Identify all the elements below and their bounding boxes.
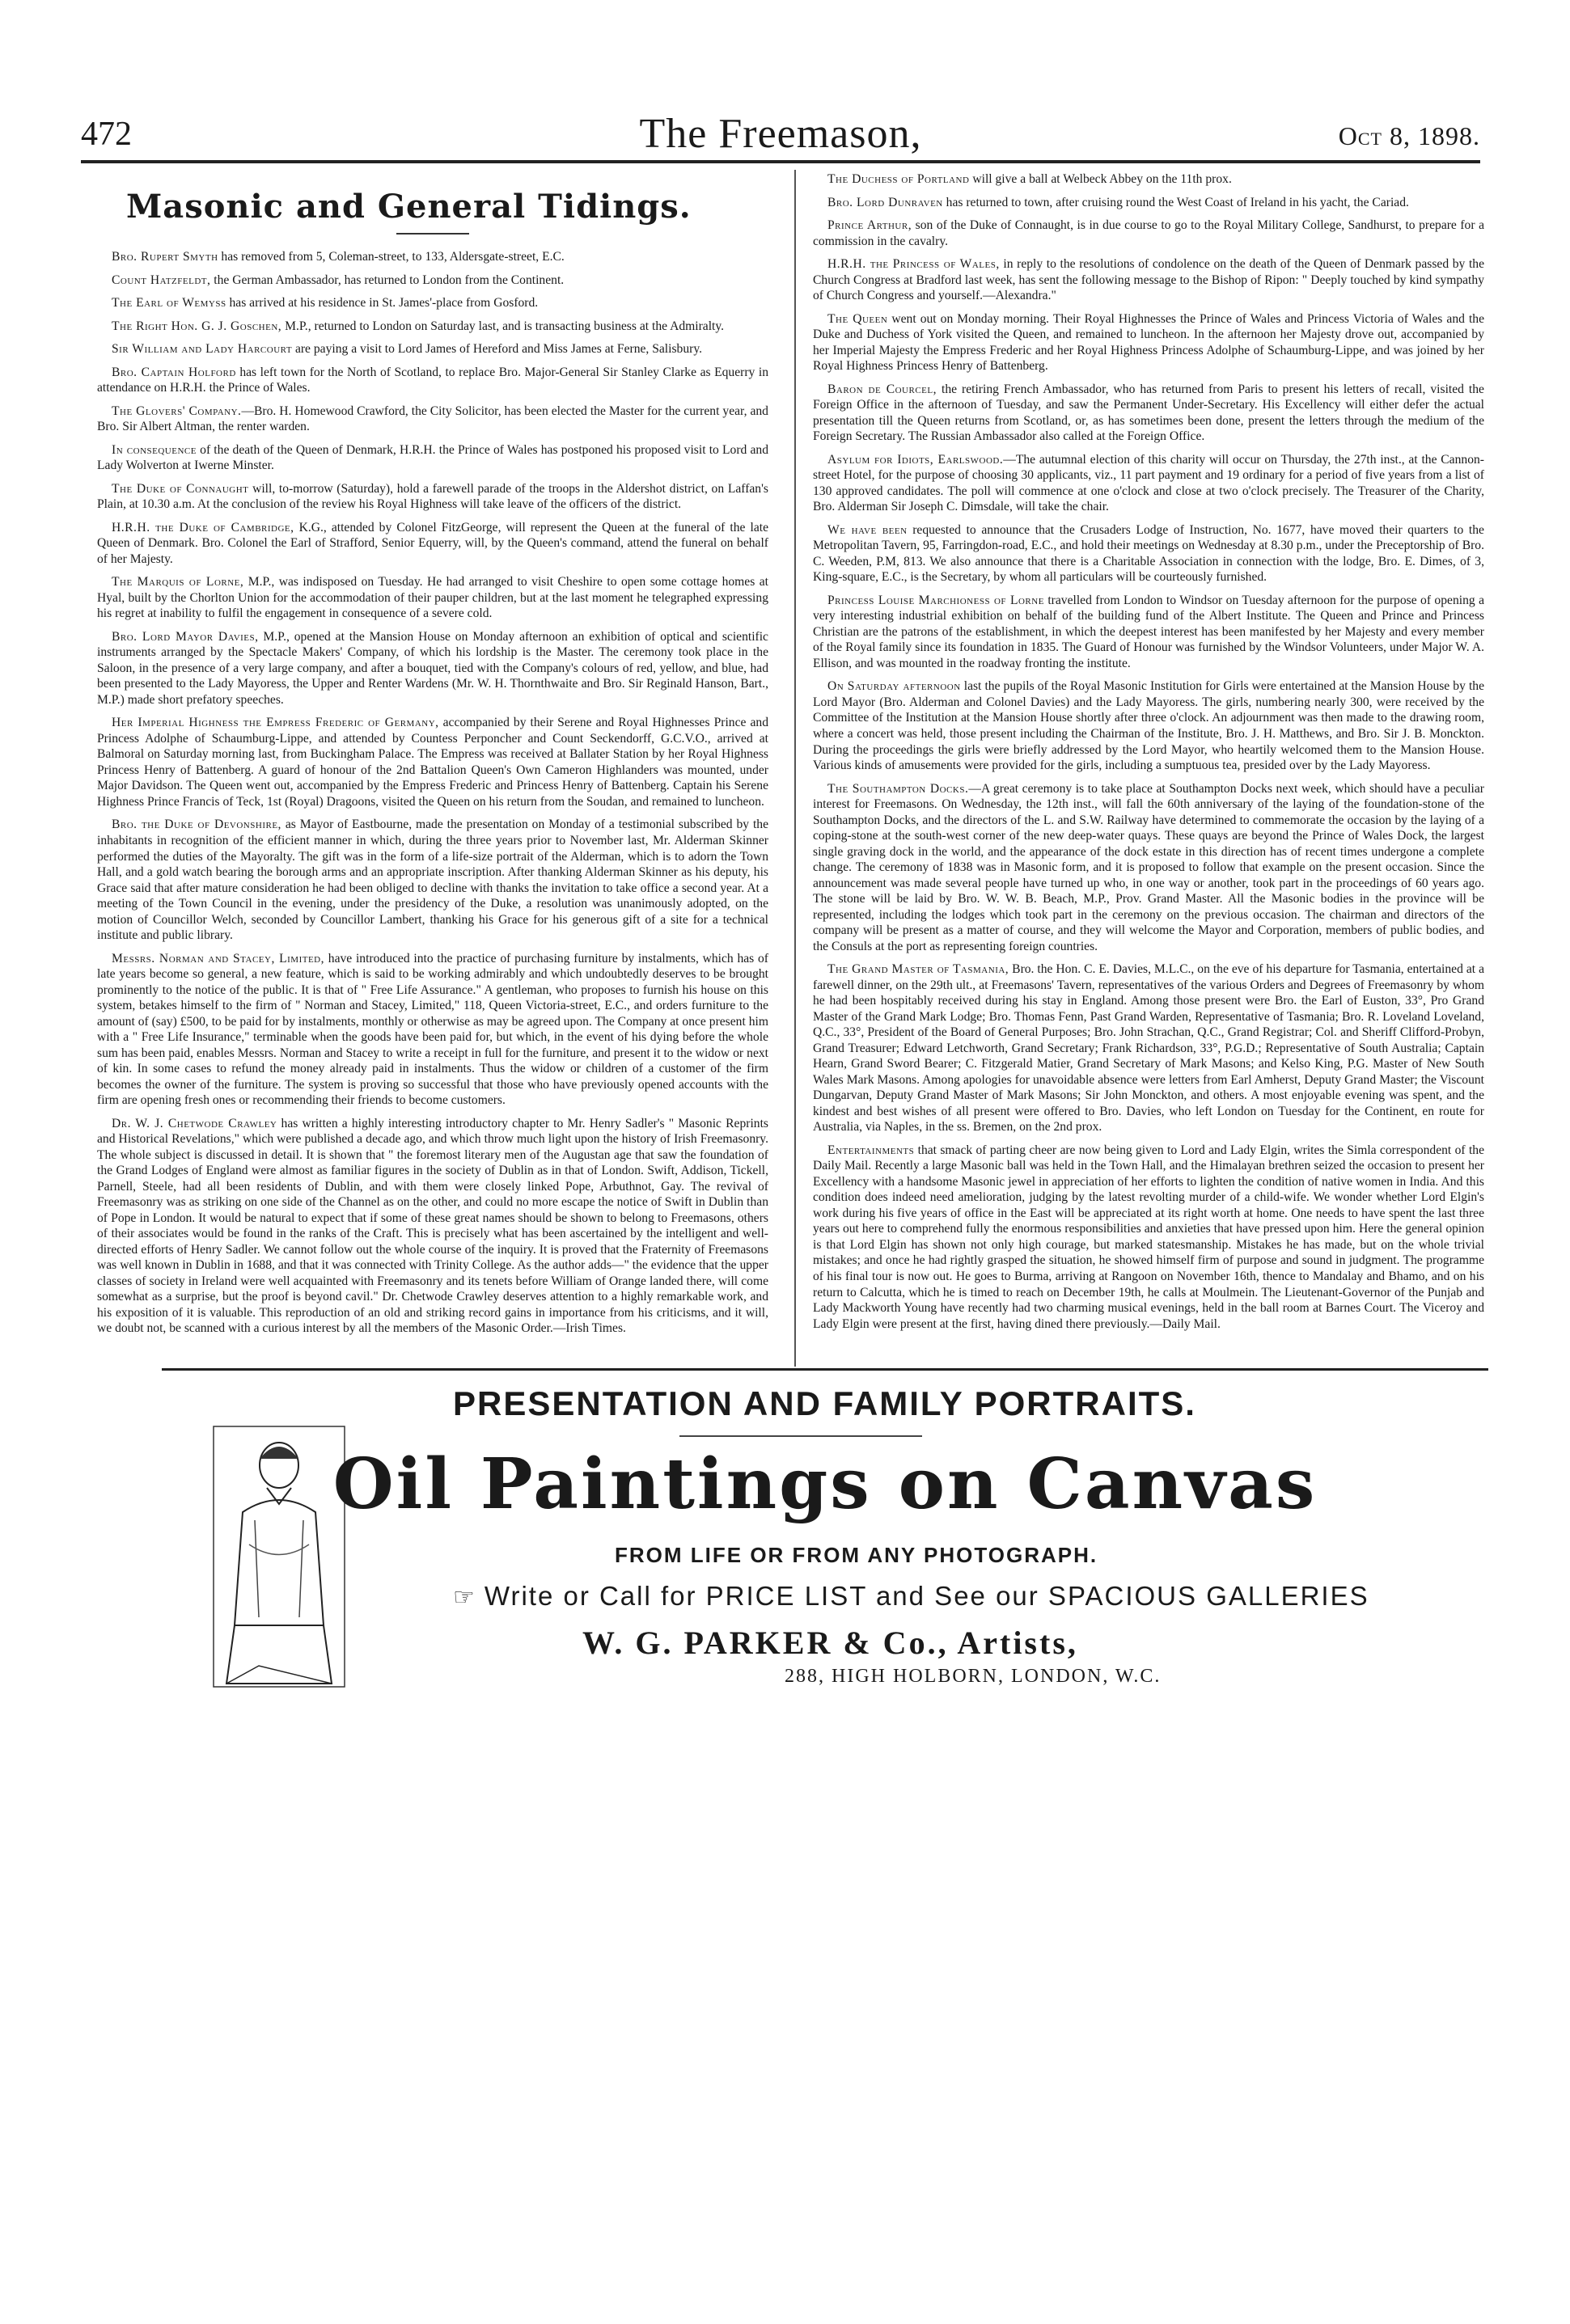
news-item-text: as Mayor of Eastbourne, made the presentation on Monday of a testimonial subscribed by the inhabitants in recognition of the efficient manner in which, during the three years prior to November last, Mr. Alderman Skinner performed the duties of the Mayoralty. The gift was in the form of a life-size portrait of the Alderman, which is to adorn the Town Hall, and a gold watch bearing the borough arms and an appropriate inscription. After thanking Alderman Skinner as his deputy, his Grace said that after mature consideration he had been obliged to decline with thanks the invitation to take office a second year. At a meeting of the Town Council in the evening, under the presidency of the Duke, a resolution was unanimously adopted, on the motion of Councillor Welch, seconded by Councillor Lambert, thanking his Grace for his generous gift of a site for a technical institute and public library. [97,818,768,943]
news-item-text: last the pupils of the Royal Masonic Institution for Girls were entertained at the Mansion House by the Lord Mayor (Bro. Alderman and Colonel Davies) and the Lady Mayoress. The girls, numbering nearly 300, were received by the Committee of the Institution at the Mansion House shortly after three o'clock. An adjournment was then made to the drawing room, where a concert was held, those present including the Chairman of the Institute, Bro. J. H. Matthews, and Bro. Sir J. B. Monckton. During the proceedings the girls were briefly addressed by the Lord Mayor, who heartily welcomed them to the Mansion House. Various kinds of amusements were provided for the girls, including a sumptuous tea, presided over by the Lady Mayoress. [813,679,1484,773]
news-item-text: has left town for the North of Scotland, to replace Bro. Major-General Sir Stanley Clarke as Equerry in attendance on H.R.H. the Prince of Wales. [97,365,768,395]
news-item-lead: H.R.H. the Duke of Cambridge, [112,520,294,535]
news-item [97,817,768,943]
news-item-text: M.P., opened at the Mansion House on Monday afternoon an exhibition of optical and scientific instruments arranged by the Spectacle Makers' Company, of which his lordship is the Master. The ceremony took place in the Saloon, in the presence of a very large company, and after a bouquet, tied with the Company's colours of red, yellow, and blue, had been presented to the Lady Mayoress, the Upper and Renter Wardens (Mr. W. H. Thornthwaite and Bro. Sir Reginald Hanson, Bart., M.P.) made short prefatory speeches. [97,629,768,707]
advertiser-address: 288, HIGH HOLBORN, LONDON, W.C. [785,1666,1162,1687]
news-item-lead: Bro. Captain Holford [112,365,236,379]
news-item [97,442,768,474]
advertisement [162,1375,1488,1690]
news-item-text: —The autumnal election of this charity will occur on Thursday, the 27th inst., at the Cannon-street Hotel, for the purpose of choosing 30 applicants, viz., 11 part payment and 19 ordinary for a period of five years from a list of 130 approved candidates. The poll will commence at one o'clock and close at two o'clock precisely. The Treasurer of the Charity, Bro. Alderman Sir Joseph C. Dimsdale, will take the chair. [813,452,1484,514]
news-item-lead: Sir William and Lady Harcourt [112,342,293,357]
section-heading: Masonic and General Tidings. [126,188,692,226]
news-item-lead: Bro. Rupert Smyth [112,250,218,264]
news-item-text: has arrived at his residence in St. James'-place from Gosford. [226,296,539,311]
news-item-text: requested to announce that the Crusaders Lodge of Instruction, No. 1677, have moved their quarters to the Metropolitan Tavern, 95, Farringdon-road, E.C., and hold their meetings on Wednesday at 8.30 p.m., under the Preceptorship of Bro. C. Weeden, P.M, 813. We also announce that there is a Charitable Association in connection with the lodge, Bro. E. Dimes, of 3, King-square, E.C., is the Secretary, by whom all particulars will be courteously furnished. [813,522,1484,585]
news-item-lead: Bro. Lord Mayor Davies, [112,629,259,644]
news-item [813,452,1484,515]
news-item-lead: The Marquis of Lorne, [112,575,244,589]
news-item-text: will, to-morrow (Saturday), hold a farewell parade of the troops in the Aldershot district, on Laffan's Plain, at 10.30 a.m. At the conclusion of the review his Royal Highness will take leave of the officers of the district. [97,481,768,512]
news-item [813,593,1484,672]
news-item [813,678,1484,773]
newspaper-title: The Freemason, [639,111,922,157]
news-item-text: have introduced into the practice of purchasing furniture by instalments, which has of late years become so general, a new feature, which is said to be working admirably and which undoubtedly deserves to be brought prominently to the notice of the public. It is that of " Free Life Assurance." A gentleman, who proposes to furnish his house on this system, betakes himself to the firm of " Norman and Stacey, Limited," 118, Queen Victoria-street, E.C., and orders furniture to the amount of (say) £500, to be paid for by instalments, monthly or otherwise as may be agreed upon. The Company at once present him with a " Free Life Insurance," terminable when the goods have been paid for, but which, in the event of his dying before the whole sum has been paid, enables Messrs. Norman and Stacey to write a receipt in full for the furniture, and present it to the widow or next of kin. In some cases to refund the money already paid in instalments. Thus the widow or children of a customer of the firm becomes the owner of the furniture. The system is proving so successful that those who have previously opened accounts with the firm are opening fresh ones or recommending their friends to become customers. [97,951,769,1108]
news-item-lead: Count Hatzfeldt, [112,273,211,287]
news-item-text: of the death of the Queen of Denmark, H.R.H. the Prince of Wales has postponed his proposed visit to Lord and Lady Wolverton at Iwerne Minster. [97,442,768,473]
advertisement-title: Oil Paintings on Canvas [332,1443,1318,1525]
news-item-text: K.G., attended by Colonel FitzGeorge, will represent the Queen at the funeral of the late Queen of Denmark. Bro. Colonel the Earl of Strafford, Senior Equerry, will, by the Queen's command, attend the funeral on behalf of her Majesty. [97,520,768,566]
news-item-lead: Prince Arthur, [827,218,912,233]
news-item-lead: Bro. Lord Dunraven [827,195,943,209]
advertisement-rule [162,1368,1488,1371]
heading-rule [396,233,469,235]
news-item-text: are paying a visit to Lord James of Hereford and Miss James at Ferne, Salisbury. [292,342,703,357]
news-item [97,1116,768,1337]
masthead [81,110,1480,158]
news-item-lead: The Duchess of Portland [827,172,970,186]
news-item-lead: On Saturday afternoon [827,679,961,694]
advertisement-headline: PRESENTATION AND FAMILY PORTRAITS. [453,1384,1196,1422]
news-item [813,171,1484,188]
news-item [97,319,768,335]
news-item-text: that smack of parting cheer are now being given to Lord and Lady Elgin, writes the Simla correspondent of the Daily Mail. Recently a large Masonic ball was held in the Town Hall, and the Himalayan brethren seized the occasion to present her Excellency with a handsome Masonic jewel in appreciation of her efforts to lighten the condition of native women in India. And this condition does indeed need amelioration, judging by the latest revolting murder of a child-wife. We wonder whether Lord Elgin's work during his five years of office in the East will be appreciated at its right worth at home. One needs to have spent the last three years out here to comprehend fully the enormous responsibilities and anxieties that have pressed upon him. Here the general opinion is that Lord Elgin has shown not only high courage, but marked statesmanship. Mistakes he has made, but on the whole trivial mistakes; and once he had rightly grasped the situation, he showed himself firm of purpose and sound in judgment. The programme of his final tour is now out. He goes to Burma, arriving at Rangoon on November 16th, thence to Mandalay and Bhamo, and on his return to Calcutta, which he is timed to reach on December 19th, he calls at Moulmein. The Lieutenant-Governor of the Punjab and Lady Mackworth Young have recently had two charming musical evenings, held in the ball room at Barnes Court. The Viceroy and Lady Elgin were present at the first, having dined there previously.—Daily Mail. [813,1143,1484,1331]
news-item-text: son of the Duke of Connaught, is in due course to go to the Royal Military College, Sandhurst, to prepare for a commission in the cavalry. [813,218,1484,248]
news-item-lead: H.R.H. the Princess of Wales, [827,257,1000,272]
news-item [813,522,1484,585]
news-item-lead: Baron de Courcel, [827,382,937,396]
news-item [97,365,768,396]
news-item [97,951,768,1109]
news-item [97,341,768,357]
headline-underline [679,1435,922,1437]
issue-date: Oct 8, 1898. [1338,121,1480,150]
news-item-lead: In consequence [112,442,197,457]
news-item-text: travelled from London to Windsor on Tuesday afternoon for the purpose of opening a very interesting industrial exhibition on behalf of the building fund of the Albert Institute. The Queen and Prince and Princess Christian are the patrons of the establishment, in which the deepest interest has been manifested by her Majesty and every member of the Royal family since its foundation in 1835. The Guard of Honour was furnished by the Windsor Volunteers, under Major W. A. Ellison, and was mounted in the roadway fronting the institute. [813,593,1484,670]
news-item [97,520,768,568]
call-to-action [453,1581,1369,1612]
news-item-text: —A great ceremony is to take place at Southampton Docks next week, which should have a peculiar interest for Freemasons. On Wednesday, the 12th inst., will fall the 60th anniversary of the laying of the foundation-stone of the Southampton Docks, and the directors of the L. and S.W. Railway have determined to commemorate the occasion by the laying of a coping-stone at the south-west corner of the new deep-water quays. These quays are beyond the Prince of Wales Dock, the largest single graving dock in the world, and the appearance of the dock estate in this direction has of recent times undergone a complete change. The ceremony of 1838 was in Masonic form, and it is proposed to follow that example on the present occasion. Since the announcement was made several people have turned up who, in one way or another, took part in the proceedings of 60 years ago. The stone will be laid by Bro. W. W. B. Beach, M.P., Prov. Grand Master. All the Masonic bodies in the province will be represented, including the lodges which took part in the ceremony on the previous occasion. The chairman and directors of the company will be present as a matter of course, and they will welcome the Mayor and Corporation, members of public bodies, and the Consuls at the port as representing foreign countries. [813,781,1484,953]
advertiser-name: W. G. PARKER & Co., Artists, [582,1625,1078,1661]
news-item-lead: The Glovers' Company. [112,404,242,418]
news-item [813,781,1484,955]
news-item [813,961,1484,1135]
news-item-lead: The Duke of Connaught [112,481,249,496]
news-item-text: has returned to town, after cruising round the West Coast of Ireland in his yacht, the Cariad. [942,195,1409,209]
news-item [97,404,768,435]
news-item-lead: The Earl of Wemyss [112,296,226,311]
column-divider [794,170,796,1367]
news-item-text: —Bro. H. Homewood Crawford, the City Solicitor, has been elected the Master for the current year, and Bro. Sir Albert Altman, the renter warden. [97,404,768,434]
news-item [813,256,1484,304]
news-item [97,715,768,809]
news-item [97,574,768,622]
news-item-text: has written a highly interesting introductory chapter to Mr. Henry Sadler's " Masonic Reprints and Historical Revelations," which were published a decade ago, and which throw much light upon the history of Irish Freemasonry. The whole subject is discussed in detail. It is shown that " the foremost literary men of the Augustan age that saw the foundation of the Grand Lodges of England were almost as familiar figures in the society of Dublin as in that of London. Swift, Addison, Tickell, Parnell, Steele, had all been residents of Dublin, and with them were closely linked Pope, Arbuthnot, Gay. The revival of Freemasonry was as striking on one side of the Channel as on the other, and could no more escape the notice of Swift in Dublin than of Pope in London. It would be natural to expect that if some of these great names should be shown to belong to Freemasons, others of their associates would be found in the ranks of the Craft. This is precisely what has been ascertained by the intelligent and well-directed efforts of Henry Sadler. We cannot follow out the whole course of the inquiry. It is proved that the Fraternity of Freemasons was well known in Dublin in 1688, and that it was connected with Trinity College. As the author adds—" the evidence that the upper classes of society in Ireland were well acquainted with Freemasonry and its tenets before William of Orange landed there, will come somewhat as a surprise, but the proof is beyond cavil." Dr. Chetwode Crawley deserves attention to a highly remarkable work, and his exposition of it is valuable. This reproduction of an old and striking record gains in importance from his criticisms, and it will, we doubt not, be scanned with a curious interest by all the members of the Masonic Order.—Irish Times. [97,1116,768,1336]
news-item [813,1143,1484,1332]
left-column [97,171,768,1344]
news-item-text: the retiring French Ambassador, who has returned from Paris to present his letters of recall, visited the Foreign Office in the afternoon of Tuesday, and saw the Permanent Under-Secretary. His Excellency will either defer the actual presentation till the Queen returns from Scotland, or, as has sometimes been done, present the letters through the medium of the Foreign Secretary. The Russian Ambassador also called at the Foreign Office. [813,382,1484,444]
news-item-lead: Entertainments [827,1143,915,1157]
news-item [97,629,768,708]
news-item-text: accompanied by their Serene and Royal Highnesses Prince and Princess Adolphe of Schaumburg-Lippe, and attended by Countess Perponcher and Count Seckendorff, G.C.V.O., arrived at Balmoral on Saturday morning last, from Buckingham Palace. The Empress was received at Ballater Station by her Royal Highness Princess Henry of Battenberg. A guard of honour of the 2nd Battalion Queen's Own Cameron Highlanders was mounted, under Major Davidson. The Queen went out, accompanied by the Empress Frederic and Princess Henry of Battenberg. Captain his Serene Highness Prince Francis of Teck, 1st (Royal) Dragoons, visited the Queen on his return from the Soudan, and remained to luncheon. [97,716,768,809]
page-number: 472 [81,116,132,153]
news-item-text: has removed from 5, Coleman-street, to 133, Aldersgate-street, E.C. [218,250,565,264]
masthead-rule [81,160,1480,163]
news-item-lead: Her Imperial Highness the Empress Frederic of Germany, [112,716,439,730]
news-item [813,311,1484,374]
news-item-text: Bro. the Hon. C. E. Davies, M.L.C., on the eve of his departure for Tasmania, entertained at a farewell dinner, on the 29th ult., at Freemasons' Tavern, representatives of the various Orders and Degrees of Freemasonry by whom he had been hospitably received during his stay in England. Among those present were Bro. the Earl of Euston, 33°, Pro Grand Master of the Grand Mark Lodge; Bro. Thomas Fenn, Past Grand Warden, Representative of Tasmania; Bro. R. Loveland Loveland, Q.C., 33°, President of the Board of General Purposes; Bro. John Strachan, Q.C., Grand Registrar; Col. and Sheriff Clifford-Probyn, Grand Treasurer; Edward Letchworth, Grand Secretary; Frank Richardson, 33°, P.G.D.; Representative of South Australia; Captain Hearn, Grand Sword Bearer; C. Fitzgerald Matier, Grand Secretary of Mark Masons; and Kelso King, P.G. Master of New South Wales Mark Masons. Among apologies for unavoidable absence were letters from Earl Amherst, Deputy Grand Master; the Viscount Dungarvan, Deputy Grand Master of Mark Masons; Sir John Monckton, and others. A most enjoyable evening was spent, and the kindest and best wishes of all present were offered to Bro. Davies, who left London on Tuesday for the Continent, en route for Australia, via Naples, in the ss. Bremen, on the 2nd prox. [813,962,1484,1135]
news-item [97,481,768,513]
news-item-lead: The Right Hon. G. J. Goschen, [112,319,282,333]
news-item-lead: The Queen [827,311,888,326]
right-column [813,171,1484,1339]
advertisement-subtitle: FROM LIFE OR FROM ANY PHOTOGRAPH. [615,1543,1098,1567]
news-item [813,382,1484,445]
news-item [813,195,1484,211]
portrait-illustration [210,1423,348,1690]
call-to-action-text: Write or Call for PRICE LIST and See our SPACIOUS GALLERIES [484,1581,1369,1611]
news-item-lead: Bro. the Duke of Devonshire, [112,818,281,832]
news-item-text: went out on Monday morning. Their Royal Highnesses the Prince of Wales and Princess Victoria of Wales and the Duke and Duchess of York visited the Queen, and remained to luncheon. In the afternoon her Majesty drove out, accompanied by her Imperial Majesty the Empress Frederic and her Royal Highness Princess Adolphe of Schaumburg-Lippe, and was joined by her Royal Highness Princess Henry of Battenberg. [813,311,1484,374]
news-item-lead: Princess Louise Marchioness of Lorne [827,593,1044,607]
news-item-lead: Asylum for Idiots, Earlswood. [827,452,1004,467]
news-item-text: in reply to the resolutions of condolence on the death of the Queen of Denmark passed by the Church Congress at Bradford last week, has sent the following message to the Bishop of Ripon: " Deeply touched by kind sympathy of Church Congress and yourself.—Alexandra." [813,257,1484,303]
news-item-lead: We have been [827,522,908,537]
news-item-text: M.P., returned to London on Saturday last, and is transacting business at the Admiralty. [281,319,725,333]
news-item [813,218,1484,249]
news-item-text: M.P., was indisposed on Tuesday. He had arranged to visit Cheshire to open some cottage homes at Hyal, built by the Chorlton Union for the accommodation of their pauper children, but at the last moment he telegraphed expressing his regret at inability to fulfil the engagement in consequence of a severe cold. [97,575,769,621]
news-item-lead: The Southampton Docks. [827,781,969,796]
news-item-text: the German Ambassador, has returned to London from the Continent. [210,273,565,287]
news-item-lead: Messrs. Norman and Stacey, Limited, [112,951,325,966]
pointing-hand-icon: ☞ [453,1584,476,1611]
news-item-lead: Dr. W. J. Chetwode Crawley [112,1116,277,1130]
news-item [97,249,768,265]
news-item [97,295,768,311]
news-item [97,273,768,289]
news-item-lead: The Grand Master of Tasmania, [827,962,1009,977]
news-item-text: will give a ball at Welbeck Abbey on the 11th prox. [969,172,1232,186]
